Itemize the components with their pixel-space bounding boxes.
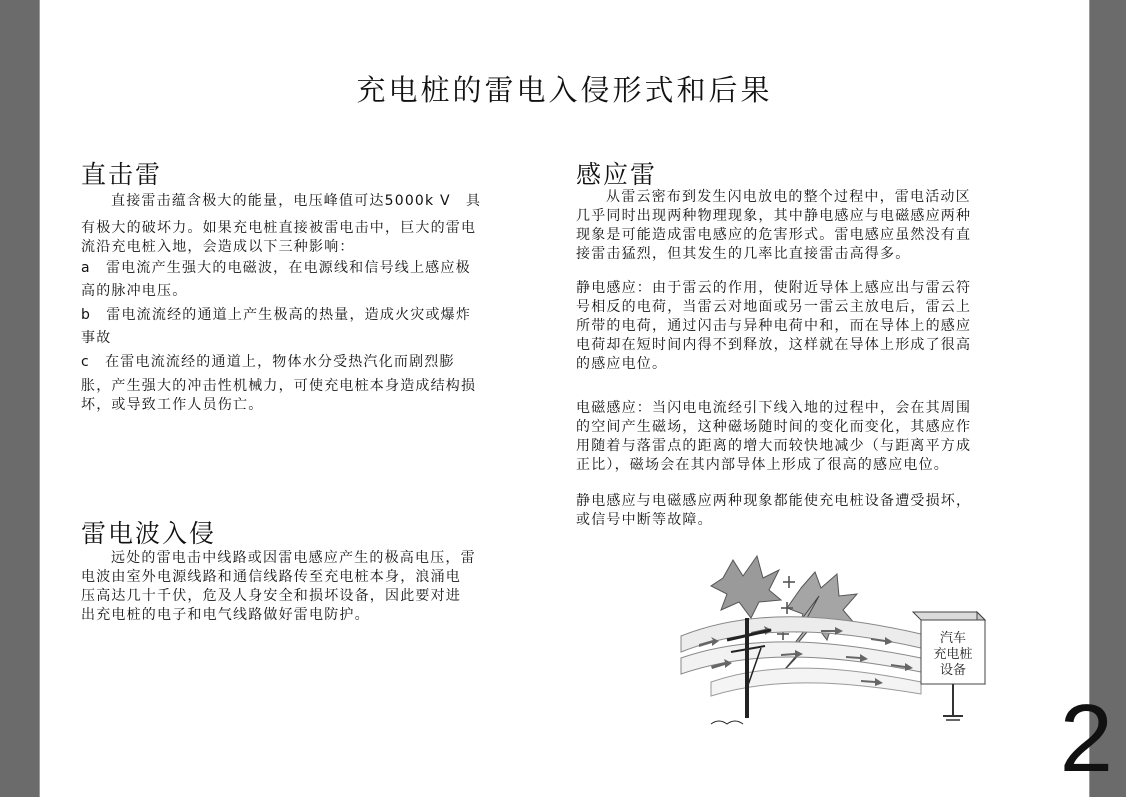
direct-strike-text <box>81 190 551 415</box>
text-line: 胀，产生强大的冲击性机械力，可使充电桩本身造成结构损 <box>81 378 477 394</box>
box-label-line: 设备 <box>939 663 967 678</box>
heading-direct-strike: 直击雷 <box>81 160 163 189</box>
heading-wave-intrusion: 雷电波入侵 <box>81 519 217 548</box>
text-line: 电荷却在短时间内得不到释放，这样就在导体上形成了很高 <box>576 337 972 353</box>
text-line: 坏，或导致工作人员伤亡。 <box>81 397 264 413</box>
text-line: 流沿充电桩入地，会造成以下三种影响： <box>81 238 355 255</box>
text-line: 从雷云密布到发生闪电放电的整个过程中，雷电活动区 <box>606 189 971 205</box>
text-line: a 雷电流产生强大的电磁波，在电源线和信号线上感应极 <box>81 259 471 276</box>
text-line: 直接雷击蕴含极大的能量，电压峰值可达5000k V 具 <box>111 193 482 209</box>
text-line: 号相反的电荷，当雷云对地面或另一雷云主放电后，雷云上 <box>576 299 972 315</box>
heading-induced-lightning: 感应雷 <box>576 160 658 189</box>
text-line: 有极大的破坏力。如果充电桩直接被雷电击中，巨大的雷电 <box>81 219 477 236</box>
text-line: 的空间产生磁场，这种磁场随时间的变化而变化，其感应作 <box>576 419 972 435</box>
text-line: 几乎同时出现两种物理现象，其中静电感应与电磁感应两种 <box>576 208 972 224</box>
text-line: 电磁感应：当闪电电流经引下线入地的过程中，会在其周围 <box>576 400 972 416</box>
text-line: 接雷击猛烈，但其发生的几率比直接雷击高得多。 <box>576 246 911 262</box>
text-line: 压高达几十千伏，危及人身安全和损坏设备，因此要对进 <box>81 588 461 604</box>
text-line: 出充电桩的电子和电气线路做好雷电防护。 <box>81 607 370 623</box>
text-line: 或信号中断等故障。 <box>576 512 713 528</box>
lightning-induction-illustration <box>651 548 989 726</box>
text-line: c 在雷电流流经的通道上，物体水分受热汽化而剧烈膨 <box>81 353 455 370</box>
page-title: 充电桩的雷电入侵形式和后果 <box>356 73 773 107</box>
text-line: 电波由室外电源线路和通信线路传至充电桩本身，浪涌电 <box>81 569 461 585</box>
left-margin-bar <box>0 0 39 797</box>
page-number: 2 <box>1059 685 1113 792</box>
right-margin-bar <box>1088 0 1126 797</box>
induced-text <box>576 188 1046 530</box>
induction-band-3 <box>711 668 921 696</box>
text-line: 的感应电位。 <box>576 356 668 372</box>
document-page <box>39 0 1113 797</box>
text-line: 静电感应：由于雷云的作用，使附近导体上感应出与雷云符 <box>576 280 972 296</box>
text-line: 高的脉冲电压。 <box>81 283 188 299</box>
text-line: 静电感应与电磁感应两种现象都能使充电桩设备遭受损坏， <box>576 493 972 509</box>
text-line: 正比），磁场会在其内部导体上形成了很高的感应电位。 <box>576 457 949 473</box>
text-line: 现象是可能造成雷电感应的危害形式。雷电感应虽然没有直 <box>576 227 972 243</box>
box-label-line: 汽车 <box>939 631 967 646</box>
text-line: 用随着与落雷点的距离的增大而较快地减少（与距离平方成 <box>576 438 972 454</box>
text-line: 远处的雷电击中线路或因雷电感应产生的极高电压，雷 <box>111 550 476 566</box>
wave-intrusion-text <box>81 549 551 625</box>
text-line: 事故 <box>81 330 112 346</box>
thundercloud-left <box>711 556 781 618</box>
text-line: 所带的电荷，通过闪击与异种电荷中和，而在导体上的感应 <box>576 318 972 334</box>
box-label-line: 充电桩 <box>933 647 973 662</box>
text-line: b 雷电流流经的通道上产生极高的热量，造成火灾或爆炸 <box>81 306 472 323</box>
